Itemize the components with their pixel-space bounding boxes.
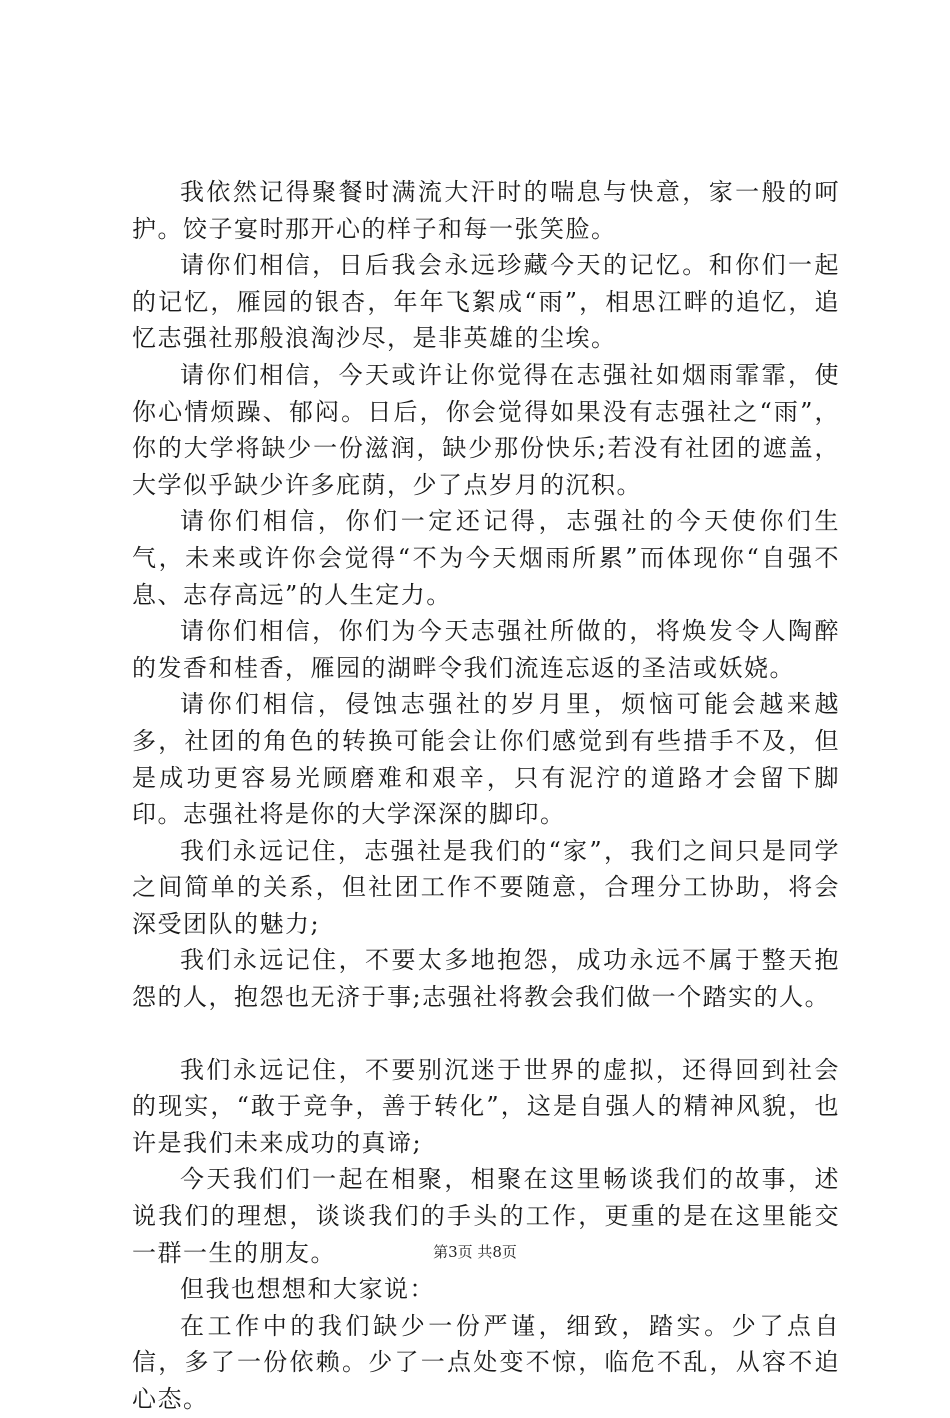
page-footer	[0, 1242, 950, 1262]
paragraph-12: 在工作中的我们缺少一份严谨，细致，踏实。少了点自信，多了一份依赖。少了一点处变不惊，临危不乱，从容不迫心态。	[132, 1311, 840, 1413]
paragraph-7: 我们永远记住，志强社是我们的“家”，我们之间只是同学之间简单的关系，但社团工作不要随意，合理分工协助，将会深受团队的魅力;	[132, 836, 840, 938]
paragraph-1: 我依然记得聚餐时满流大汗时的喘息与快意，家一般的呵护。饺子宴时那开心的样子和每一张笑脸。	[132, 178, 840, 243]
paragraph-2: 请你们相信，日后我会永远珍藏今天的记忆。和你们一起的记忆，雁园的银杏，年年飞絮成“雨”，相思江畔的追忆，追忆志强社那般浪淘沙尽，是非英雄的尘埃。	[132, 251, 840, 353]
paragraph-6: 请你们相信，侵蚀志强社的岁月里，烦恼可能会越来越多，社团的角色的转换可能会让你们感觉到有些措手不及，但是成功更容易光顾磨难和艰辛，只有泥泞的道路才会留下脚印。志强社将是你的大学深深的脚印。	[132, 690, 840, 829]
document-body	[132, 174, 840, 1418]
paragraph-11: 但我也想想和大家说：	[180, 1275, 435, 1304]
paragraph-5: 请你们相信，你们为今天志强社所做的，将焕发令人陶醉的发香和桂香，雁园的湖畔令我们流连忘返的圣洁或妖娆。	[132, 617, 840, 682]
paragraph-9: 我们永远记住，不要别沉迷于世界的虚拟，还得回到社会的现实，“敢于竞争，善于转化”，这是自强人的精神风貌，也许是我们未来成功的真谛;	[132, 1055, 840, 1157]
paragraph-3: 请你们相信，今天或许让你觉得在志强社如烟雨霏霏，使你心情烦躁、郁闷。日后，你会觉得如果没有志强社之“雨”，你的大学将缺少一份滋润，缺少那份快乐;若没有社团的遮盖，大学似乎缺少许多庇荫，少了点岁月的沉积。	[132, 360, 840, 499]
paragraph-4: 请你们相信，你们一定还记得，志强社的今天使你们生气，未来或许你会觉得“不为今天烟雨所累”而体现你“自强不息、志存高远”的人生定力。	[132, 507, 840, 609]
paragraph-8: 我们永远记住，不要太多地抱怨，成功永远不属于整天抱怨的人，抱怨也无济于事;志强社将教会我们做一个踏实的人。	[132, 946, 840, 1012]
paragraph-10: 今天我们们一起在相聚，相聚在这里畅谈我们的故事，述说我们的理想，谈谈我们的手头的工作，更重的是在这里能交一群一生的朋友。	[132, 1165, 840, 1267]
page-number: 第3页 共8页	[433, 1243, 517, 1261]
